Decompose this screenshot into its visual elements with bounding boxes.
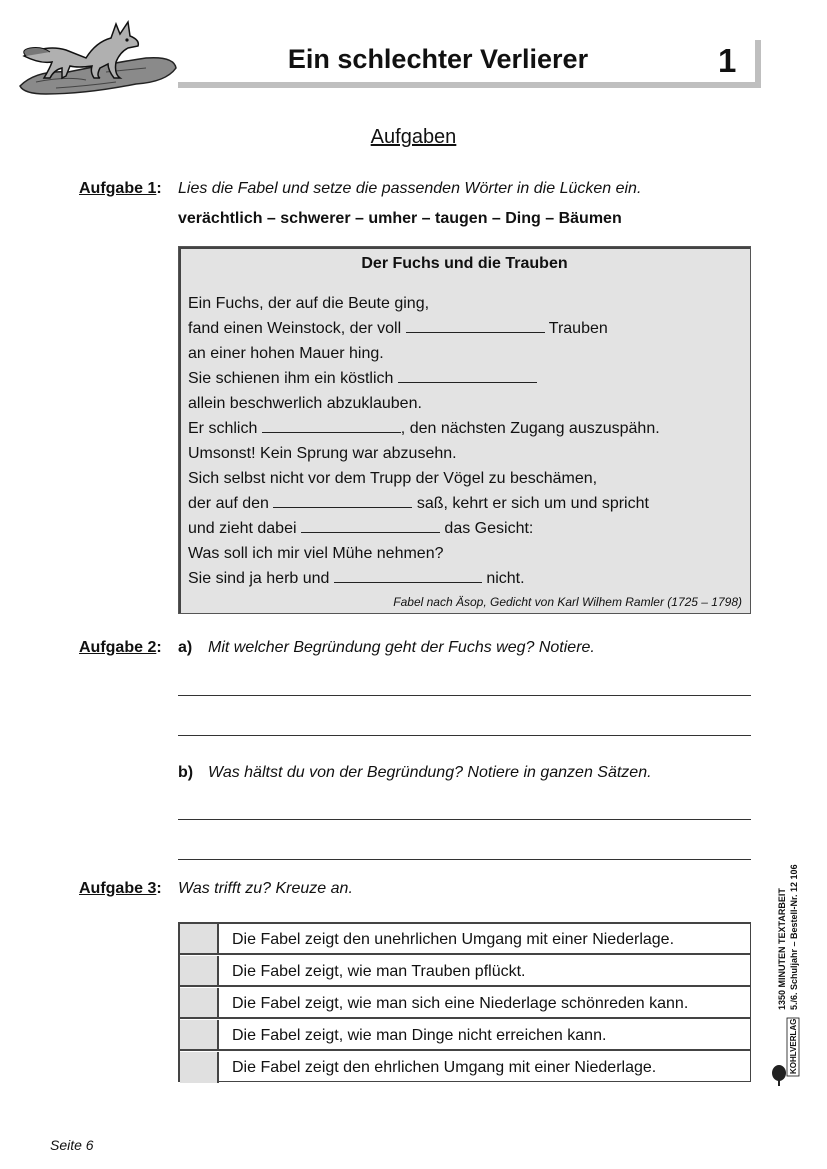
blank-gap[interactable] bbox=[398, 369, 537, 383]
option-text: Die Fabel zeigt den ehrlichen Umgang mit einer Niederlage. bbox=[232, 1059, 657, 1076]
answer-line[interactable] bbox=[178, 859, 751, 860]
blank-gap[interactable] bbox=[273, 494, 412, 508]
page-number: Seite 6 bbox=[50, 1137, 94, 1153]
fable-line-text: Sie schienen ihm ein köstlich bbox=[188, 370, 398, 387]
task2a-question: Mit welcher Begründung geht der Fuchs weg? Notiere. bbox=[208, 639, 595, 656]
fable-line-text: Umsonst! Kein Sprung war abzusehn. bbox=[188, 445, 457, 462]
checkbox[interactable] bbox=[180, 988, 219, 1017]
fable-source: Fabel nach Äsop, Gedicht von Karl Wilhem Ramler (1725 – 1798) bbox=[393, 595, 742, 609]
task1-instruction: Lies die Fabel und setze die passenden Wörter in die Lücken ein. bbox=[178, 180, 642, 197]
task3-instruction: Was trifft zu? Kreuze an. bbox=[178, 880, 353, 897]
task2a-label: a) bbox=[178, 639, 193, 656]
fable-line bbox=[188, 516, 660, 541]
answer-line[interactable] bbox=[178, 695, 751, 696]
checkbox-row bbox=[180, 1052, 750, 1083]
fable-line bbox=[188, 566, 660, 591]
task2b-label: b) bbox=[178, 764, 194, 781]
task2-label: Aufgabe 2: bbox=[79, 639, 162, 656]
fable-line-text: der auf den bbox=[188, 495, 274, 512]
blank-gap[interactable] bbox=[334, 569, 482, 583]
checkbox[interactable] bbox=[180, 956, 219, 985]
worksheet-number: 1 bbox=[718, 42, 737, 79]
option-text: Die Fabel zeigt, wie man sich eine Niederlage schönreden kann. bbox=[232, 995, 689, 1012]
checkbox[interactable] bbox=[180, 924, 219, 953]
checkbox-row bbox=[180, 956, 750, 987]
checkbox-row bbox=[180, 1020, 750, 1051]
checkbox[interactable] bbox=[180, 1020, 219, 1049]
checkbox-row bbox=[180, 988, 750, 1019]
fable-title: Der Fuchs und die Trauben bbox=[361, 255, 568, 272]
blank-gap[interactable] bbox=[301, 519, 440, 533]
fable-box bbox=[178, 246, 751, 614]
fox-illustration-icon bbox=[16, 12, 181, 97]
fable-line bbox=[188, 391, 660, 416]
worksheet-title: Ein schlechter Verlierer bbox=[287, 44, 589, 74]
fable-line-text: Sich selbst nicht vor dem Trupp der Vögel zu beschämen, bbox=[188, 470, 598, 487]
tree-logo-icon bbox=[772, 1065, 786, 1086]
fable-line-text: fand einen Weinstock, der voll bbox=[188, 320, 406, 337]
checkbox-row bbox=[180, 924, 750, 955]
checkbox[interactable] bbox=[180, 1052, 219, 1083]
fable-line bbox=[188, 316, 660, 341]
fable-line bbox=[188, 291, 660, 316]
option-text: Die Fabel zeigt den unehrlichen Umgang mit einer Niederlage. bbox=[232, 931, 675, 948]
answer-line[interactable] bbox=[178, 735, 751, 736]
fable-line bbox=[188, 491, 660, 516]
fable-line-text: an einer hohen Mauer hing. bbox=[188, 345, 384, 362]
fable-line bbox=[188, 441, 660, 466]
fable-line-text: nicht. bbox=[481, 570, 525, 587]
fable-line bbox=[188, 541, 660, 566]
answer-line[interactable] bbox=[178, 819, 751, 820]
blank-gap[interactable] bbox=[406, 319, 545, 333]
task1-label: Aufgabe 1: bbox=[79, 180, 162, 197]
fable-line bbox=[188, 416, 660, 441]
fable-line-text: Er schlich bbox=[188, 420, 262, 437]
fable-line-text: Was soll ich mir viel Mühe nehmen? bbox=[188, 545, 444, 562]
fable-line-text: und zieht dabei bbox=[188, 520, 301, 537]
fable-line bbox=[188, 341, 660, 366]
blank-gap[interactable] bbox=[262, 419, 401, 433]
publisher-sidebar bbox=[770, 828, 806, 1088]
fable-line-text: saß, kehrt er sich um und spricht bbox=[412, 495, 649, 512]
checkbox-table bbox=[178, 922, 751, 1082]
fable-line bbox=[188, 366, 660, 391]
fable-line-text: Sie sind ja herb und bbox=[188, 570, 334, 587]
fable-line-text: Trauben bbox=[544, 320, 608, 337]
fable-line bbox=[188, 466, 660, 491]
fable-line-text: , den nächsten Zugang auszuspähn. bbox=[400, 420, 660, 437]
sidebar-order-number: 5./6. Schuljahr – Bestell-Nr. 12 106 bbox=[789, 864, 799, 1010]
publisher-name: KOHLVERLAG bbox=[789, 1018, 798, 1074]
option-text: Die Fabel zeigt, wie man Dinge nicht erreichen kann. bbox=[232, 1027, 607, 1044]
task2b-question: Was hältst du von der Begründung? Notiere in ganzen Sätzen. bbox=[208, 764, 652, 781]
fable-line-text: Ein Fuchs, der auf die Beute ging, bbox=[188, 295, 430, 312]
fable-text bbox=[188, 291, 660, 591]
task3-label: Aufgabe 3: bbox=[79, 880, 162, 897]
word-bank: verächtlich – schwerer – umher – taugen – Ding – Bäumen bbox=[178, 210, 622, 227]
fable-line-text: allein beschwerlich abzuklauben. bbox=[188, 395, 422, 412]
option-text: Die Fabel zeigt, wie man Trauben pflückt. bbox=[232, 963, 526, 980]
section-title: Aufgaben bbox=[370, 126, 457, 148]
sidebar-series-title: 1350 MINUTEN TEXTARBEIT bbox=[777, 888, 787, 1010]
fable-line-text: das Gesicht: bbox=[439, 520, 534, 537]
